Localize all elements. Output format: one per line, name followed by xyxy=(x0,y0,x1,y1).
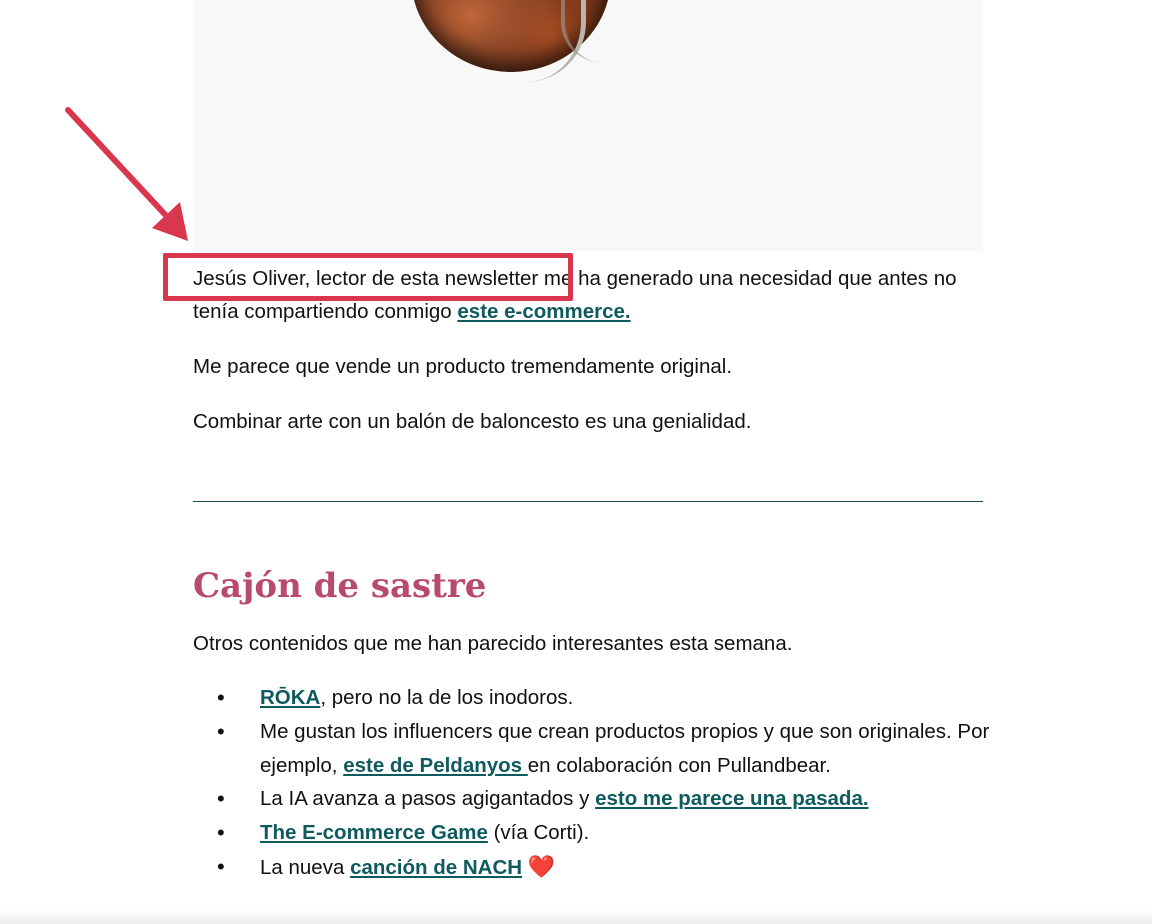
section-intro: Otros contenidos que me han parecido interesantes esta semana. xyxy=(193,632,793,655)
heart-icon: ❤️ xyxy=(527,853,556,879)
list-item: • La nueva canción de NACH ❤️ xyxy=(260,850,990,885)
paragraph-art: Combinar arte con un balón de baloncesto es una genialidad. xyxy=(193,410,752,433)
peldanyos-link[interactable]: este de Peldanyos xyxy=(343,753,528,777)
ecommerce-link[interactable]: este e-commerce. xyxy=(457,300,631,323)
links-list xyxy=(193,681,990,885)
section-title: Cajón de sastre xyxy=(193,566,487,606)
list-item: • The E-commerce Game (vía Corti). xyxy=(260,816,990,850)
list-item: • La IA avanza a pasos agigantados y esto me parece una pasada. xyxy=(260,782,990,816)
paragraph-intro: Jesús Oliver, lector de esta newsletter me ha generado una necesidad que antes no tenía compartiendo conmigo este e-commerce. xyxy=(193,267,957,323)
list-item: • Me gustan los influencers que crean productos propios y que son originales. Por ejemplo, este de Peldanyos en colaboración con Pullandbear. xyxy=(260,715,990,783)
article-body xyxy=(193,262,983,460)
list-item: • RŌKA, pero no la de los inodoros. xyxy=(260,681,990,715)
bottom-shadow xyxy=(0,910,1152,924)
arrow-icon xyxy=(60,100,200,250)
basketball-image xyxy=(411,0,611,72)
hero-image xyxy=(193,0,983,251)
roka-link[interactable]: RŌKA xyxy=(260,686,321,709)
nach-song-link[interactable]: canción de NACH xyxy=(350,855,523,879)
ia-link[interactable]: esto me parece una pasada. xyxy=(595,787,869,811)
section-divider xyxy=(193,501,983,502)
paragraph-original: Me parece que vende un producto tremendamente original. xyxy=(193,355,733,378)
ecommerce-game-link[interactable]: The E-commerce Game xyxy=(260,821,488,845)
